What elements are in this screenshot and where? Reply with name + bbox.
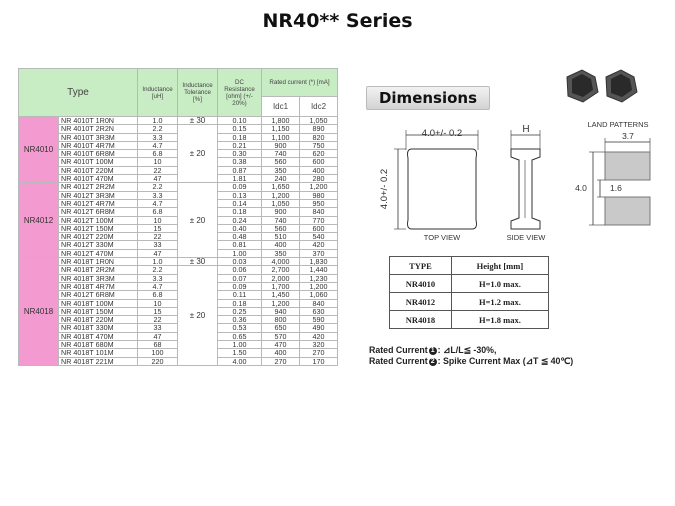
header-idc2: Idc2 [300,97,338,117]
dc-resistance-cell: 0.40 [218,224,262,232]
inductance-cell: 15 [138,307,178,315]
idc1-cell: 1,050 [262,199,300,207]
idc1-cell: 800 [262,316,300,324]
dc-resistance-cell: 0.10 [218,117,262,125]
inductance-cell: 68 [138,341,178,349]
dc-resistance-cell: 0.09 [218,183,262,191]
table-row [390,293,549,311]
dc-resistance-cell: 0.38 [218,158,262,166]
dc-resistance-cell: 1.00 [218,249,262,257]
dc-resistance-cell: 0.18 [218,299,262,307]
part-number-cell: NR 4012T 330M [59,241,138,249]
idc2-cell: 1,060 [300,291,338,299]
inductor-photo [567,70,637,102]
idc1-cell: 240 [262,175,300,183]
part-number-cell: NR 4018T 150M [59,307,138,315]
dc-resistance-cell: 0.81 [218,241,262,249]
part-number-cell: NR 4012T 220M [59,233,138,241]
tolerance-cell: ± 20 [178,125,218,183]
idc2-cell: 1,830 [300,258,338,266]
h-dimension-label: H [522,124,530,135]
inductance-cell: 15 [138,224,178,232]
inductance-cell: 220 [138,357,178,365]
part-number-cell: NR 4018T 1R0N [59,258,138,266]
idc1-cell: 740 [262,150,300,158]
idc1-cell: 1,200 [262,299,300,307]
idc1-cell: 350 [262,249,300,257]
top-view-label: TOP VIEW [423,233,461,242]
idc2-cell: 1,050 [300,117,338,125]
part-number-cell: NR 4012T 2R2M [59,183,138,191]
top-view-drawing [394,130,478,229]
inductance-cell: 3.3 [138,133,178,141]
height-value-cell: H=1.0 max. [451,275,548,293]
part-number-cell: NR 4012T 3R3M [59,191,138,199]
height-type-cell: NR4018 [390,311,452,329]
idc1-cell: 2,700 [262,266,300,274]
header-type: Type [19,69,138,117]
idc1-cell: 1,100 [262,133,300,141]
part-number-cell: NR 4010T 2R2N [59,125,138,133]
idc2-cell: 630 [300,307,338,315]
idc1-cell: 1,650 [262,183,300,191]
part-number-cell: NR 4012T 4R7M [59,199,138,207]
note-2-prefix: Rated Current [369,356,428,366]
idc2-cell: 820 [300,133,338,141]
part-number-cell: NR 4018T 100M [59,299,138,307]
header-dc-resistance: DC Resistance [ohm] (+/- 20%) [218,69,262,117]
inductance-cell: 47 [138,249,178,257]
inductance-cell: 2.2 [138,266,178,274]
tolerance-cell: ± 20 [178,266,218,366]
table-row [390,275,549,293]
inductance-cell: 2.2 [138,183,178,191]
rated-current-notes [369,345,573,367]
series-cell: NR4018 [19,258,59,366]
dc-resistance-cell: 0.06 [218,266,262,274]
part-number-cell: NR 4018T 680M [59,341,138,349]
dc-resistance-cell: 0.18 [218,208,262,216]
width-dimension-label: 4.0+/- 0.2 [421,128,463,139]
idc1-cell: 560 [262,224,300,232]
inductance-cell: 22 [138,166,178,174]
idc1-cell: 900 [262,208,300,216]
table-row [390,311,549,329]
idc1-cell: 1,700 [262,282,300,290]
circled-number-2: 2 [429,358,437,366]
tolerance-cell: ± 30 [178,117,218,125]
idc1-cell: 400 [262,349,300,357]
part-number-cell: NR 4018T 4R7M [59,282,138,290]
idc1-cell: 940 [262,307,300,315]
idc2-cell: 840 [300,299,338,307]
land-patterns-label: LAND PATTERNS [587,120,649,129]
dc-resistance-cell: 0.87 [218,166,262,174]
idc1-cell: 4,000 [262,258,300,266]
idc2-cell: 600 [300,224,338,232]
part-number-cell: NR 4010T 4R7M [59,141,138,149]
inductance-cell: 6.8 [138,150,178,158]
idc1-cell: 1,200 [262,191,300,199]
inductance-cell: 4.7 [138,282,178,290]
idc2-cell: 170 [300,357,338,365]
tolerance-cell: ± 20 [178,183,218,258]
header-rated-current: Rated current (*) [mA] [262,69,338,97]
idc2-cell: 540 [300,233,338,241]
part-number-cell: NR 4010T 100M [59,158,138,166]
idc2-cell: 490 [300,324,338,332]
dc-resistance-cell: 0.09 [218,282,262,290]
dc-resistance-cell: 0.11 [218,291,262,299]
inductance-cell: 33 [138,241,178,249]
idc2-cell: 590 [300,316,338,324]
idc1-cell: 1,450 [262,291,300,299]
dc-resistance-cell: 0.36 [218,316,262,324]
land-gap-label: 1.6 [610,183,622,193]
idc1-cell: 2,000 [262,274,300,282]
idc2-cell: 1,440 [300,266,338,274]
dimensions-banner: Dimensions [366,86,490,110]
idc1-cell: 350 [262,166,300,174]
note-1-prefix: Rated Current [369,345,428,355]
part-number-cell: NR 4012T 6R8M [59,291,138,299]
idc2-cell: 270 [300,349,338,357]
idc2-cell: 1,230 [300,274,338,282]
height-type-cell: NR4012 [390,293,452,311]
idc2-cell: 600 [300,158,338,166]
inductance-cell: 47 [138,175,178,183]
part-number-cell: NR 4010T 6R8M [59,150,138,158]
idc1-cell: 470 [262,341,300,349]
circled-number-1: 1 [429,347,437,355]
idc1-cell: 740 [262,216,300,224]
spec-table [18,68,338,366]
part-number-cell: NR 4010T 470M [59,175,138,183]
dc-resistance-cell: 4.00 [218,357,262,365]
part-number-cell: NR 4018T 3R3M [59,274,138,282]
inductance-cell: 1.0 [138,258,178,266]
part-number-cell: NR 4012T 150M [59,224,138,232]
inductance-cell: 33 [138,324,178,332]
idc1-cell: 560 [262,158,300,166]
inductance-cell: 4.7 [138,199,178,207]
idc1-cell: 1,150 [262,125,300,133]
idc2-cell: 370 [300,249,338,257]
side-view-drawing [511,130,540,229]
dc-resistance-cell: 1.81 [218,175,262,183]
header-tolerance: Inductance Tolerance [%] [178,69,218,117]
inductance-cell: 3.3 [138,274,178,282]
inductance-cell: 6.8 [138,208,178,216]
part-number-cell: NR 4010T 220M [59,166,138,174]
height-value-cell: H=1.8 max. [451,311,548,329]
side-view-label: SIDE VIEW [506,233,546,242]
note-2-text: : Spike Current Max (⊿T ≦ 40℃) [437,356,574,366]
dc-resistance-cell: 0.13 [218,191,262,199]
idc1-cell: 510 [262,233,300,241]
part-number-cell: NR 4010T 1R0N [59,117,138,125]
part-number-cell: NR 4012T 100M [59,216,138,224]
dimension-drawing [360,60,675,250]
part-number-cell: NR 4018T 470M [59,332,138,340]
part-number-cell: NR 4012T 6R8M [59,208,138,216]
dc-resistance-cell: 0.07 [218,274,262,282]
inductance-cell: 3.3 [138,191,178,199]
height-table [389,256,549,329]
height-value-cell: H=1.2 max. [451,293,548,311]
idc2-cell: 950 [300,199,338,207]
note-line-2 [369,356,573,367]
inductance-cell: 1.0 [138,117,178,125]
dc-resistance-cell: 0.03 [218,258,262,266]
dc-resistance-cell: 0.30 [218,150,262,158]
table-row [19,258,338,266]
land-pattern-drawing [589,138,650,225]
note-line-1 [369,345,573,356]
part-number-cell: NR 4018T 101M [59,349,138,357]
idc2-cell: 280 [300,175,338,183]
part-number-cell: NR 4018T 220M [59,316,138,324]
land-height-label: 4.0 [575,183,587,193]
inductance-cell: 47 [138,332,178,340]
dc-resistance-cell: 0.24 [218,216,262,224]
table-row [19,125,338,133]
table-row [19,266,338,274]
note-1-text: : ⊿L/L≦ -30%, [437,345,497,355]
part-number-cell: NR 4018T 330M [59,324,138,332]
idc2-cell: 1,200 [300,183,338,191]
dc-resistance-cell: 0.65 [218,332,262,340]
page-title: NR40** Series [262,10,413,32]
dc-resistance-cell: 0.18 [218,133,262,141]
dc-resistance-cell: 0.21 [218,141,262,149]
idc1-cell: 650 [262,324,300,332]
idc2-cell: 980 [300,191,338,199]
idc2-cell: 1,200 [300,282,338,290]
inductance-cell: 10 [138,216,178,224]
part-number-cell: NR 4012T 470M [59,249,138,257]
header-idc1: Idc1 [262,97,300,117]
part-number-cell: NR 4018T 2R2M [59,266,138,274]
idc1-cell: 570 [262,332,300,340]
idc2-cell: 420 [300,332,338,340]
land-width-label: 3.7 [622,131,634,141]
inductance-cell: 6.8 [138,291,178,299]
dc-resistance-cell: 1.50 [218,349,262,357]
idc1-cell: 270 [262,357,300,365]
inductance-cell: 4.7 [138,141,178,149]
dc-resistance-cell: 0.53 [218,324,262,332]
idc1-cell: 1,800 [262,117,300,125]
inductance-cell: 2.2 [138,125,178,133]
dc-resistance-cell: 1.00 [218,341,262,349]
inductance-cell: 22 [138,233,178,241]
idc2-cell: 890 [300,125,338,133]
idc1-cell: 900 [262,141,300,149]
series-cell: NR4012 [19,183,59,258]
idc2-cell: 750 [300,141,338,149]
tolerance-cell: ± 30 [178,258,218,266]
part-number-cell: NR 4018T 221M [59,357,138,365]
table-row [19,183,338,191]
series-cell: NR4010 [19,117,59,183]
height-dimension-label: 4.0+/- 0.2 [379,168,390,210]
table-row [19,117,338,125]
height-header-height: Height [mm] [451,257,548,275]
dc-resistance-cell: 0.25 [218,307,262,315]
inductance-cell: 22 [138,316,178,324]
dc-resistance-cell: 0.14 [218,199,262,207]
dc-resistance-cell: 0.15 [218,125,262,133]
inductance-cell: 100 [138,349,178,357]
inductance-cell: 10 [138,299,178,307]
dc-resistance-cell: 0.48 [218,233,262,241]
header-inductance: Inductance [uH] [138,69,178,117]
idc2-cell: 770 [300,216,338,224]
height-type-cell: NR4010 [390,275,452,293]
idc2-cell: 420 [300,241,338,249]
idc2-cell: 620 [300,150,338,158]
idc2-cell: 840 [300,208,338,216]
height-header-type: TYPE [390,257,452,275]
spec-table-body [19,117,338,366]
part-number-cell: NR 4010T 3R3M [59,133,138,141]
spec-table-container [18,68,337,366]
idc2-cell: 400 [300,166,338,174]
idc1-cell: 400 [262,241,300,249]
inductance-cell: 10 [138,158,178,166]
idc2-cell: 320 [300,341,338,349]
